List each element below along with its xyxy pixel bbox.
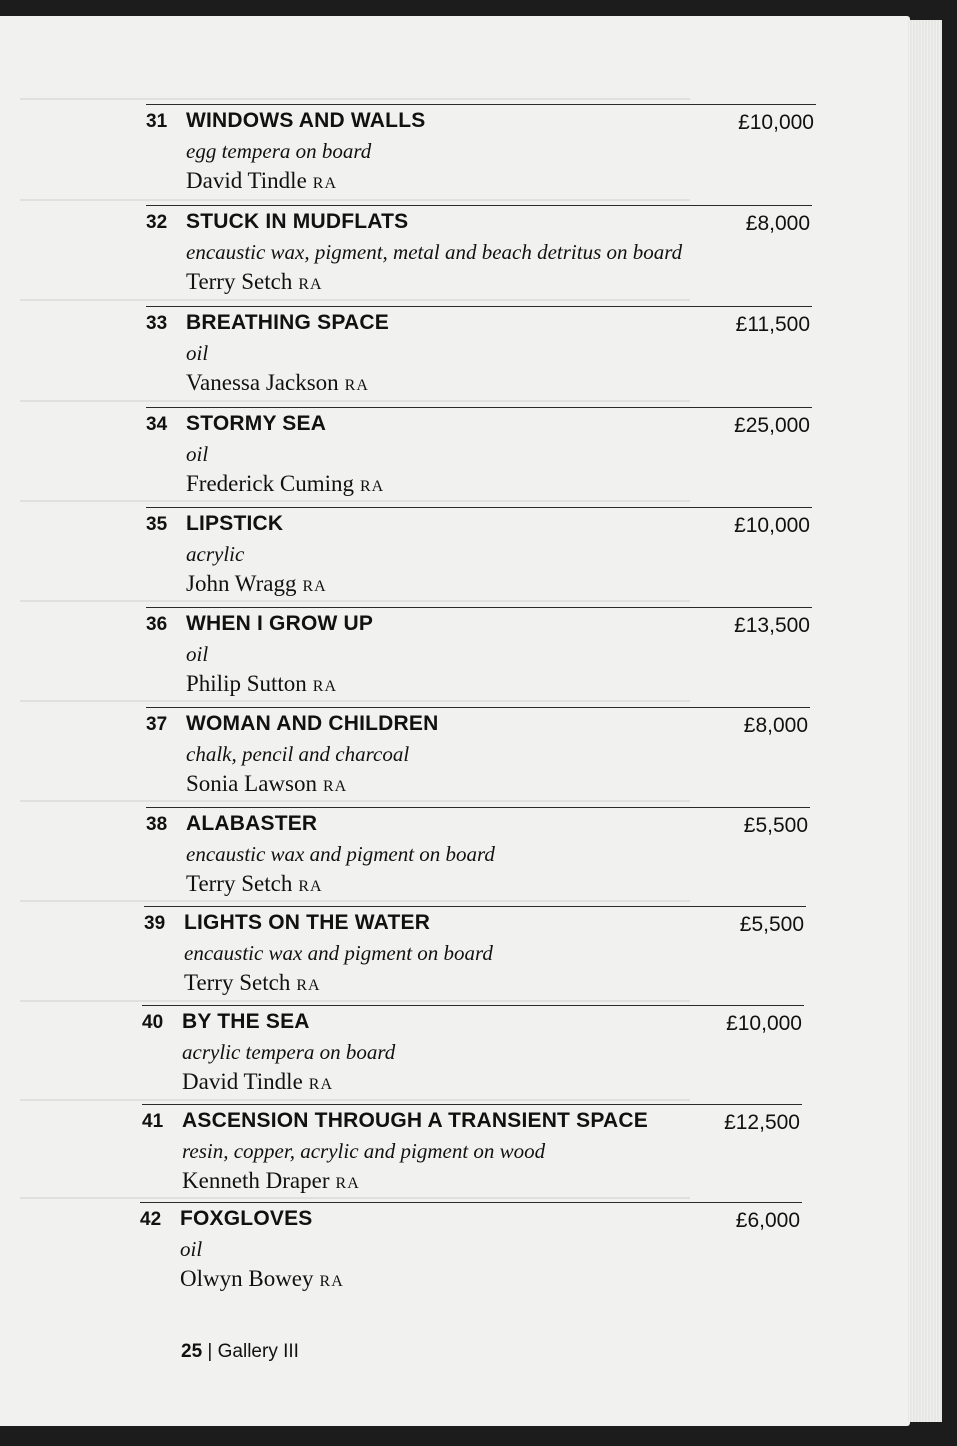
- gallery-label: | Gallery III: [207, 1341, 299, 1362]
- entry-price: £12,500: [724, 1111, 800, 1134]
- entry-artist-line: [182, 1069, 333, 1095]
- entry-number: 42: [140, 1209, 162, 1230]
- entry-number: 33: [146, 313, 168, 334]
- entry-artist-suffix: RA: [298, 276, 323, 293]
- entry-title: STORMY SEA: [186, 412, 327, 435]
- entry-artist-suffix: RA: [302, 578, 327, 595]
- entry-number: 41: [142, 1111, 164, 1132]
- catalogue-entry: [146, 407, 812, 508]
- entry-artist-suffix: RA: [319, 1273, 344, 1290]
- entry-medium: oil: [180, 1237, 203, 1261]
- entry-medium: resin, copper, acrylic and pigment on wood: [182, 1139, 546, 1163]
- entry-artist: Philip Sutton: [186, 671, 307, 696]
- catalogue-entry: [146, 507, 812, 608]
- entry-title: ASCENSION THROUGH A TRANSIENT SPACE: [182, 1109, 648, 1132]
- entry-artist: John Wragg: [186, 571, 297, 596]
- catalogue-entry: [144, 906, 806, 1007]
- entry-artist: Sonia Lawson: [186, 771, 317, 796]
- entry-artist: David Tindle: [186, 168, 307, 193]
- page-footer: [181, 1341, 299, 1363]
- entry-price: £10,000: [738, 111, 814, 134]
- entry-artist-line: [186, 471, 384, 497]
- entry-artist-suffix: RA: [312, 175, 338, 192]
- entry-medium: encaustic wax and pigment on board: [186, 842, 495, 866]
- entry-title: WINDOWS AND WALLS: [186, 109, 426, 132]
- catalogue-entry: [142, 1005, 804, 1106]
- entry-medium: acrylic tempera on board: [182, 1040, 396, 1064]
- entry-price: £8,000: [743, 714, 808, 737]
- entry-artist: Terry Setch: [186, 871, 293, 896]
- entry-price: £25,000: [734, 414, 810, 437]
- entry-number: 34: [146, 414, 168, 435]
- entry-number: 39: [144, 913, 166, 934]
- entry-title: ALABASTER: [186, 812, 318, 835]
- entry-price: £13,500: [734, 614, 810, 637]
- entry-title: BREATHING SPACE: [186, 311, 389, 334]
- entry-artist-suffix: RA: [312, 678, 338, 695]
- entry-artist-line: [186, 771, 347, 797]
- entry-medium: oil: [186, 341, 209, 365]
- entry-medium: acrylic: [186, 542, 245, 566]
- entry-artist-suffix: RA: [296, 977, 321, 994]
- entry-title: BY THE SEA: [182, 1010, 310, 1033]
- catalogue-entry: [146, 807, 810, 908]
- entry-artist: Terry Setch: [186, 269, 293, 294]
- catalogue-entry: [140, 1202, 802, 1303]
- entry-price: £10,000: [726, 1012, 802, 1035]
- entry-artist-suffix: RA: [360, 478, 385, 495]
- entry-title: WHEN I GROW UP: [186, 612, 374, 635]
- entry-medium: encaustic wax, pigment, metal and beach detritus on board: [186, 240, 683, 264]
- entry-number: 36: [146, 614, 168, 635]
- entry-artist-line: [186, 370, 369, 396]
- entry-title: WOMAN AND CHILDREN: [186, 712, 439, 735]
- catalogue-entry: [146, 607, 812, 708]
- entry-medium: egg tempera on board: [186, 139, 372, 163]
- entry-number: 32: [146, 212, 168, 233]
- entry-artist-suffix: RA: [335, 1175, 360, 1192]
- catalogue-entry: [146, 306, 812, 407]
- entry-price: £5,500: [743, 814, 808, 837]
- entry-artist: Vanessa Jackson: [186, 370, 339, 395]
- entry-artist-line: [184, 970, 321, 996]
- entry-title: LIPSTICK: [186, 512, 284, 535]
- page-edge: [908, 20, 942, 1422]
- entry-artist: Kenneth Draper: [182, 1168, 330, 1193]
- entry-price: £5,500: [739, 913, 804, 936]
- entry-artist-line: [186, 871, 323, 897]
- entry-number: 35: [146, 514, 168, 535]
- entry-artist: Terry Setch: [184, 970, 291, 995]
- entry-artist-line: [186, 168, 337, 194]
- entry-artist-line: [186, 571, 327, 597]
- catalogue-entry: [146, 707, 810, 808]
- entry-price: £8,000: [745, 212, 810, 235]
- entry-number: 38: [146, 814, 168, 835]
- entry-number: 40: [142, 1012, 164, 1033]
- entry-artist-suffix: RA: [322, 778, 348, 795]
- entry-title: LIGHTS ON THE WATER: [184, 911, 431, 934]
- entry-price: £11,500: [735, 313, 810, 336]
- entry-artist: Olwyn Bowey: [180, 1266, 314, 1291]
- entry-medium: oil: [186, 442, 209, 466]
- catalogue-entry: [146, 205, 812, 306]
- entry-artist: David Tindle: [182, 1069, 303, 1094]
- entry-artist-line: [182, 1168, 360, 1194]
- entry-artist-suffix: RA: [298, 878, 323, 895]
- entry-number: 31: [146, 111, 168, 132]
- catalogue-entry: [142, 1104, 802, 1205]
- entry-medium: oil: [186, 642, 209, 666]
- entry-title: STUCK IN MUDFLATS: [186, 210, 409, 233]
- page-number: 25: [181, 1341, 203, 1362]
- entry-artist-suffix: RA: [308, 1076, 334, 1093]
- entry-medium: chalk, pencil and charcoal: [186, 742, 410, 766]
- entry-artist-line: [180, 1266, 344, 1292]
- entry-artist-suffix: RA: [344, 377, 369, 394]
- entry-price: £6,000: [735, 1209, 800, 1232]
- entry-title: FOXGLOVES: [180, 1207, 313, 1230]
- entry-number: 37: [146, 714, 168, 735]
- catalogue-entry: [146, 104, 816, 205]
- entry-medium: encaustic wax and pigment on board: [184, 941, 493, 965]
- entry-artist: Frederick Cuming: [186, 471, 354, 496]
- entry-price: £10,000: [734, 514, 810, 537]
- entry-artist-line: [186, 671, 337, 697]
- entry-artist-line: [186, 269, 323, 295]
